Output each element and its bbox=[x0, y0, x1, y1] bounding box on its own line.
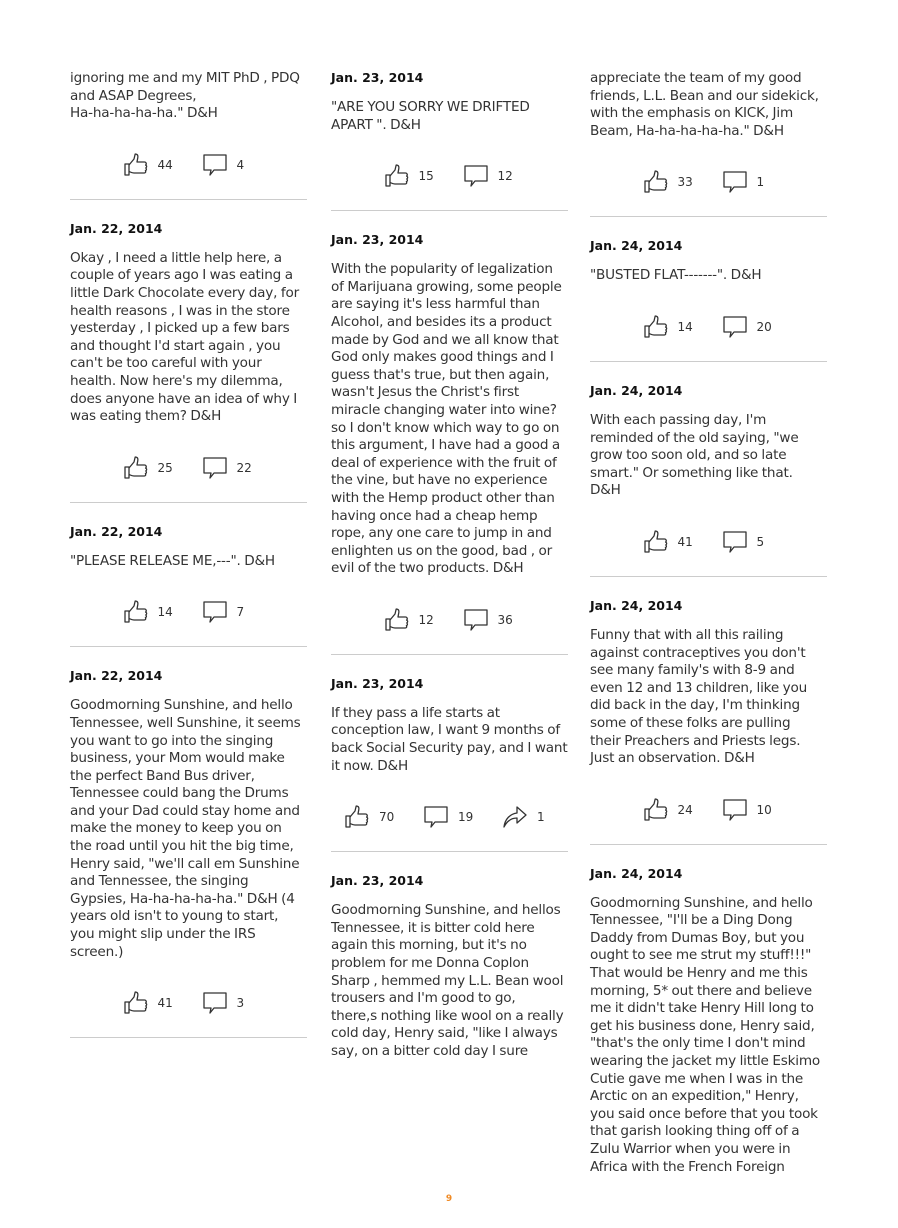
comment-icon bbox=[202, 455, 228, 481]
post-divider bbox=[590, 844, 827, 845]
post-actions bbox=[331, 162, 568, 190]
like-button[interactable] bbox=[643, 314, 696, 340]
post-divider bbox=[590, 361, 827, 362]
comment-button[interactable] bbox=[463, 163, 516, 189]
post-text: With the popularity of legalization of Marijuana growing, some people are saying it's less harmful than Alcohol, and besides its a product made by God and we all know that God only makes good things and I guess that's true, but then again, wasn't Jesus the Christ's first miracle changing water into wine? so I don't know which way to go on this argument, I have had a good a deal of experience with the fruit of the vine, but have no experience with the Hemp product other than having once had a cheap hemp rope, any one care to jump in and enlighten us on the good, bad , or evil of the two products. D&H bbox=[331, 261, 562, 577]
post-date: Jan. 22, 2014 bbox=[70, 220, 163, 236]
comment-button[interactable] bbox=[722, 169, 775, 195]
comment-button[interactable] bbox=[202, 599, 255, 625]
post-date: Jan. 24, 2014 bbox=[590, 382, 683, 398]
post-text: appreciate the team of my good friends, L.L. Bean and our sidekick, with the emphasis on KICK, Jim Beam, Ha-ha-ha-ha-ha." D&H bbox=[590, 70, 819, 139]
post-divider bbox=[70, 199, 307, 200]
post-actions bbox=[70, 598, 307, 626]
post-date: Jan. 23, 2014 bbox=[331, 232, 424, 248]
comment-icon bbox=[463, 163, 489, 189]
comment-count: 7 bbox=[236, 605, 245, 620]
comment-icon bbox=[722, 797, 748, 823]
post bbox=[70, 524, 307, 627]
like-count: 15 bbox=[418, 169, 434, 184]
thumbs-up-icon bbox=[344, 804, 370, 830]
comment-button[interactable] bbox=[722, 314, 775, 340]
like-count: 41 bbox=[157, 996, 173, 1011]
comment-count: 4 bbox=[236, 157, 245, 172]
comment-button[interactable] bbox=[202, 990, 255, 1016]
like-count: 33 bbox=[677, 175, 693, 190]
share-button[interactable] bbox=[502, 804, 555, 830]
post-date: Jan. 23, 2014 bbox=[331, 675, 424, 691]
post bbox=[70, 668, 307, 1017]
post-divider bbox=[70, 1037, 307, 1038]
comment-count: 10 bbox=[756, 802, 772, 817]
like-button[interactable] bbox=[643, 169, 696, 195]
comment-count: 22 bbox=[236, 460, 252, 475]
post-text: "BUSTED FLAT-------". D&H bbox=[590, 267, 762, 284]
post-actions bbox=[590, 313, 827, 341]
comment-count: 3 bbox=[236, 996, 245, 1011]
share-icon bbox=[502, 804, 528, 830]
like-count: 14 bbox=[677, 319, 693, 334]
share-count: 1 bbox=[537, 810, 545, 825]
comment-count: 1 bbox=[756, 175, 765, 190]
post-actions bbox=[70, 989, 307, 1017]
like-count: 25 bbox=[157, 460, 173, 475]
post bbox=[590, 598, 827, 824]
comment-count: 12 bbox=[497, 169, 513, 184]
post-date: Jan. 23, 2014 bbox=[331, 873, 424, 889]
post bbox=[590, 238, 827, 341]
post bbox=[590, 383, 827, 556]
like-count: 12 bbox=[418, 612, 434, 627]
comment-count: 19 bbox=[458, 810, 474, 825]
thumbs-up-icon bbox=[643, 314, 669, 340]
post-actions bbox=[70, 151, 307, 179]
column-left bbox=[70, 70, 307, 1059]
post-divider bbox=[331, 654, 568, 655]
page-number: 9 bbox=[445, 1194, 453, 1204]
post-divider bbox=[331, 851, 568, 852]
post-divider bbox=[70, 646, 307, 647]
thumbs-up-icon bbox=[384, 607, 410, 633]
post-date: Jan. 22, 2014 bbox=[70, 523, 163, 539]
post-date: Jan. 24, 2014 bbox=[590, 597, 683, 613]
post bbox=[331, 232, 568, 634]
thumbs-up-icon bbox=[384, 163, 410, 189]
column-middle bbox=[331, 70, 568, 1061]
post-actions bbox=[331, 606, 568, 634]
comment-count: 5 bbox=[756, 534, 765, 549]
comment-icon bbox=[722, 169, 748, 195]
thumbs-up-icon bbox=[123, 152, 149, 178]
post-text: Okay , I need a little help here, a couple of years ago I was eating a little Dark Chocolate every day, for health reasons , I was in the store yesterday , I picked up a few bars and thought I'd start again , you can't be too careful with your health. Now here's my dilemma, does anyone have an idea of why I was eating them? D&H bbox=[70, 249, 299, 425]
thumbs-up-icon bbox=[643, 797, 669, 823]
like-button[interactable] bbox=[344, 804, 397, 830]
thumbs-up-icon bbox=[643, 529, 669, 555]
like-button[interactable] bbox=[123, 455, 176, 481]
post-text: Goodmorning Sunshine, and hello Tennessee, "I'll be a Ding Dong Daddy from Dumas Boy, but you ought to see me strut my stuff!!!" That would be Henry and me this morning, 5* out there and believe me it didn't take Henry Hill long to get his business done, Henry said, "that's the only time I don't mind wearing the jacket my little Eskimo Cutie gave me when I was in the Arctic on an expedition," Henry, you said once before that you took that garish looking thing off of a Zulu Warrior when you were in Africa with the French Foreign bbox=[590, 894, 821, 1175]
post-actions bbox=[590, 528, 827, 556]
post-divider bbox=[331, 210, 568, 211]
post bbox=[590, 70, 827, 196]
comment-count: 36 bbox=[497, 612, 513, 627]
comment-button[interactable] bbox=[722, 529, 775, 555]
like-count: 44 bbox=[157, 157, 173, 172]
thumbs-up-icon bbox=[123, 599, 149, 625]
post bbox=[331, 676, 568, 831]
comment-count: 20 bbox=[756, 319, 772, 334]
post bbox=[70, 70, 307, 179]
post-divider bbox=[70, 502, 307, 503]
comment-button[interactable] bbox=[463, 607, 516, 633]
post-date: Jan. 22, 2014 bbox=[70, 668, 163, 684]
post-date: Jan. 24, 2014 bbox=[590, 238, 683, 254]
comment-button[interactable] bbox=[423, 804, 476, 830]
like-button[interactable] bbox=[643, 797, 696, 823]
post bbox=[70, 221, 307, 482]
comment-icon bbox=[202, 990, 228, 1016]
post-actions bbox=[590, 796, 827, 824]
like-count: 14 bbox=[157, 605, 173, 620]
post-date: Jan. 23, 2014 bbox=[331, 70, 424, 85]
column-right bbox=[590, 70, 827, 1176]
post-text: ignoring me and my MIT PhD , PDQ and ASAP Degrees, Ha-ha-ha-ha-ha." D&H bbox=[70, 70, 300, 122]
post-text: "ARE YOU SORRY WE DRIFTED APART ". D&H bbox=[331, 99, 530, 133]
comment-icon bbox=[202, 152, 228, 178]
post-divider bbox=[590, 216, 827, 217]
like-count: 41 bbox=[677, 534, 693, 549]
like-button[interactable] bbox=[643, 529, 696, 555]
thumbs-up-icon bbox=[643, 169, 669, 195]
comment-icon bbox=[463, 607, 489, 633]
comment-button[interactable] bbox=[202, 455, 255, 481]
post bbox=[590, 866, 827, 1177]
post-date: Jan. 24, 2014 bbox=[590, 865, 683, 881]
thumbs-up-icon bbox=[123, 455, 149, 481]
post-actions bbox=[590, 168, 827, 196]
like-button[interactable] bbox=[384, 607, 437, 633]
like-count: 24 bbox=[677, 802, 693, 817]
post-text: With each passing day, I'm reminded of the old saying, "we grow too soon old, and so late smart." Or something like that. D&H bbox=[590, 411, 799, 499]
comment-icon bbox=[202, 599, 228, 625]
like-button[interactable] bbox=[123, 599, 176, 625]
like-button[interactable] bbox=[384, 163, 437, 189]
comment-icon bbox=[722, 529, 748, 555]
post-text: Goodmorning Sunshine, and hellos Tennessee, it is bitter cold here again this morning, but it's no problem for me Donna Coplon Sharp , hemmed my L.L. Bean wool trousers and I'm good to go, there,s nothing like wool on a really cold day, Henry said, "like I always say, on a bitter cold day I sure bbox=[331, 902, 564, 1059]
post-actions bbox=[70, 454, 307, 482]
post-text: "PLEASE RELEASE ME,---". D&H bbox=[70, 552, 275, 569]
comment-button[interactable] bbox=[722, 797, 775, 823]
post-actions bbox=[331, 803, 568, 831]
post-divider bbox=[590, 576, 827, 577]
thumbs-up-icon bbox=[123, 990, 149, 1016]
like-count: 70 bbox=[379, 810, 395, 825]
post-text: Goodmorning Sunshine, and hello Tennessee, well Sunshine, it seems you want to go into the singing business, your Mom would make the perfect Band Bus driver, Tennessee could bang the Drums and your Dad could stay home and make the money to keep you on the road until you hit the big time, Henry said, "we'll call em Sunshine and Tennessee, the singing Gypsies, Ha-ha-ha-ha-ha." D&H (4 years old isn't to young to start, you might slip under the IRS screen.) bbox=[70, 697, 301, 960]
like-button[interactable] bbox=[123, 152, 176, 178]
comment-icon bbox=[722, 314, 748, 340]
post-text: If they pass a life starts at conception law, I want 9 months of back Social Security pay, and I want it now. D&H bbox=[331, 704, 568, 774]
post-text: Funny that with all this railing against contraceptives you don't see many family's with 8-9 and even 12 and 13 children, like you did back in the day, I'm thinking some of these folks are pulling their Preachers and Priests legs. Just an observation. D&H bbox=[590, 626, 808, 767]
post bbox=[331, 873, 568, 1060]
comment-icon bbox=[423, 804, 449, 830]
post bbox=[331, 70, 568, 190]
comment-button[interactable] bbox=[202, 152, 255, 178]
like-button[interactable] bbox=[123, 990, 176, 1016]
